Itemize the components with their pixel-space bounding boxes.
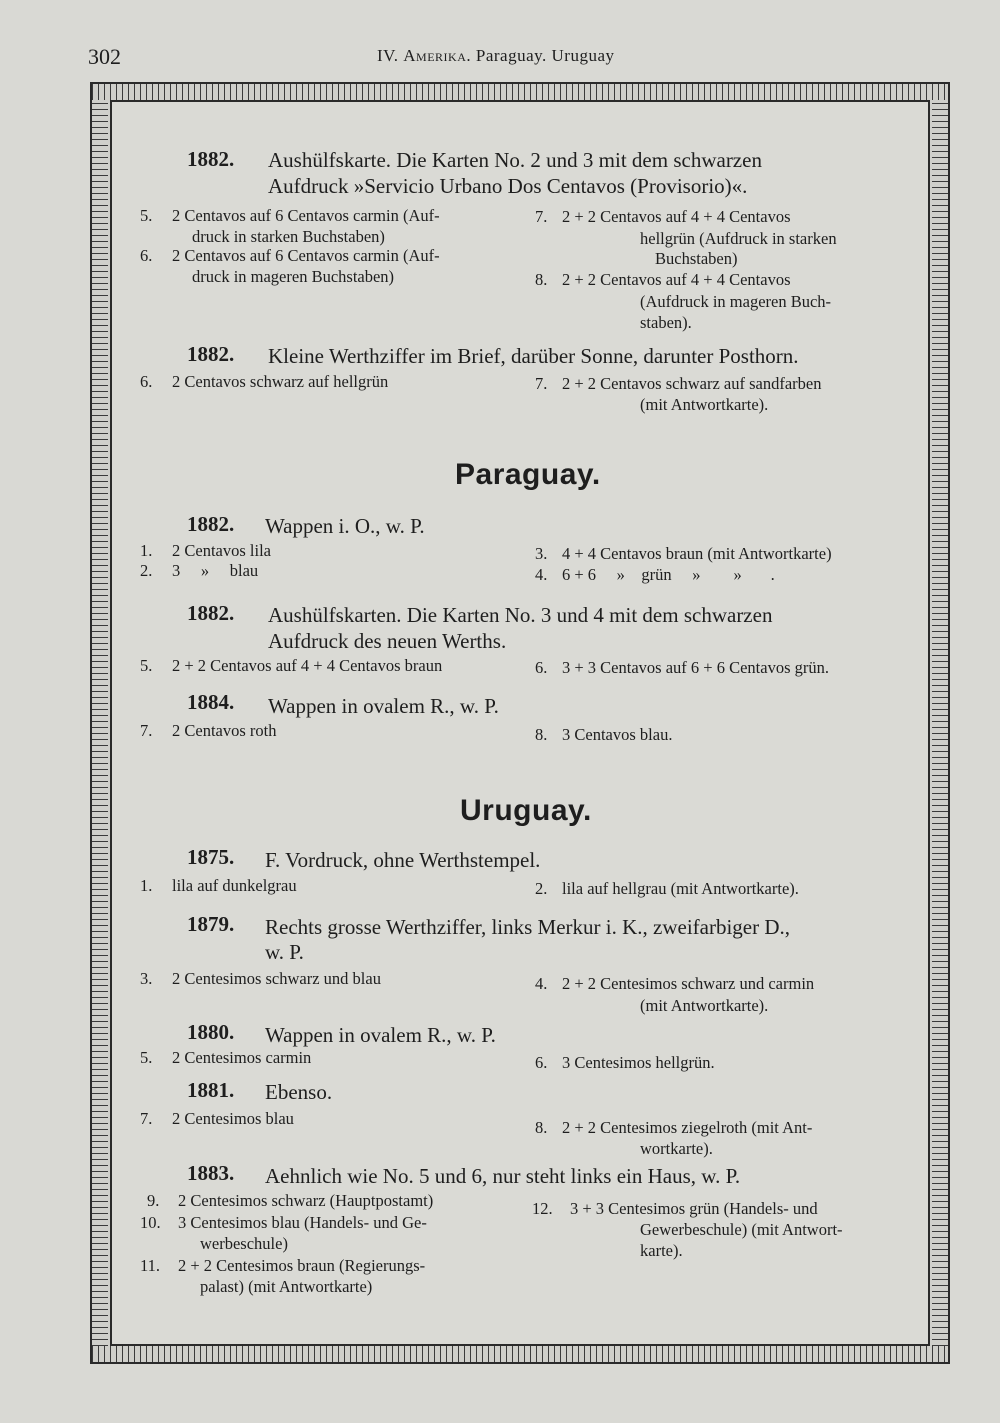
entry-text: 2 + 2 Centavos auf 4 + 4 Centavos: [562, 270, 791, 289]
entry-text: druck in mageren Buchstaben): [192, 267, 395, 286]
entry-number: 5.: [140, 656, 153, 675]
entry-text: 2 Centavos schwarz auf hellgrün: [172, 372, 389, 391]
entry-number: 1.: [140, 541, 153, 560]
entry-text: Buchstaben): [655, 249, 738, 268]
entry-text: 2 + 2 Centesimos schwarz und carmin: [562, 974, 815, 993]
entry-number: 1.: [140, 876, 153, 895]
entry-text: 3 Centesimos blau (Handels- und Ge-: [178, 1213, 427, 1232]
section-title-paraguay: Paraguay.: [455, 458, 601, 491]
entry-text: 2 Centavos auf 6 Centavos carmin (Auf-: [172, 206, 440, 225]
block-heading: Wappen in ovalem R., w. P.: [268, 694, 499, 718]
block-heading: Wappen i. O., w. P.: [265, 514, 425, 538]
block-heading: Aufdruck des neuen Werths.: [268, 629, 507, 653]
entry-number: 7.: [535, 207, 548, 226]
entry-number: 7.: [535, 374, 548, 393]
entry-text: 2 Centesimos schwarz und blau: [172, 969, 381, 988]
entry-text: 3 + 3 Centavos auf 6 + 6 Centavos grün.: [562, 658, 829, 677]
block-year: 1875.: [187, 845, 235, 869]
block-heading: Ebenso.: [265, 1080, 333, 1104]
entry-number: 7.: [140, 721, 153, 740]
block-heading: Rechts grosse Werthziffer, links Merkur i. K., zweifarbiger D.,: [265, 915, 791, 939]
entry-text: Gewerbeschule) (mit Antwort-: [640, 1220, 843, 1239]
running-head-rest: Paraguay. Uruguay: [475, 46, 615, 65]
block-heading: Aushülfskarten. Die Karten No. 3 und 4 mit dem schwarzen: [268, 603, 773, 627]
block-year: 1881.: [187, 1078, 235, 1102]
entry-text: 6 + 6 » grün » » .: [562, 565, 775, 584]
entry-number: 6.: [140, 246, 153, 265]
entry-number: 5.: [140, 206, 153, 225]
entry-number: 12.: [532, 1199, 553, 1218]
entry-text: 3 Centavos blau.: [562, 725, 673, 744]
entry-text: lila auf hellgrau (mit Antwortkarte).: [562, 879, 799, 898]
entry-text: 2 Centesimos blau: [172, 1109, 294, 1128]
section-title-uruguay: Uruguay.: [460, 794, 592, 827]
entry-number: 10.: [140, 1213, 161, 1232]
block-year: 1880.: [187, 1020, 235, 1044]
block-heading: Wappen in ovalem R., w. P.: [265, 1023, 496, 1047]
running-head-section: Amerika.: [403, 46, 472, 65]
entry-text: (mit Antwortkarte).: [640, 996, 769, 1015]
entry-text: hellgrün (Aufdruck in starken: [640, 229, 837, 248]
block-heading: Aehnlich wie No. 5 und 6, nur steht links ein Haus, w. P.: [265, 1164, 741, 1188]
entry-text: (mit Antwortkarte).: [640, 395, 769, 414]
entry-number: 8.: [535, 725, 548, 744]
border-right: [932, 100, 948, 1346]
entry-text: wortkarte).: [640, 1139, 713, 1158]
entry-number: 3.: [535, 544, 548, 563]
entry-text: 2 + 2 Centesimos ziegelroth (mit Ant-: [562, 1118, 813, 1137]
entry-number: 6.: [140, 372, 153, 391]
entry-text: 3 + 3 Centesimos grün (Handels- und: [570, 1199, 818, 1218]
block-heading: Kleine Werthziffer im Brief, darüber Sonne, darunter Posthorn.: [268, 344, 799, 368]
entry-text: 2 Centavos lila: [172, 541, 271, 560]
entry-number: 4.: [535, 974, 548, 993]
entry-text: 3 » blau: [172, 561, 259, 580]
block-heading: F. Vordruck, ohne Werthstempel.: [265, 848, 541, 872]
entry-number: 6.: [535, 658, 548, 677]
entry-text: 2 + 2 Centavos auf 4 + 4 Centavos: [562, 207, 791, 226]
block-heading: w. P.: [265, 940, 304, 964]
entry-text: staben).: [640, 313, 692, 332]
entry-text: 2 Centavos roth: [172, 721, 277, 740]
block-year: 1883.: [187, 1161, 235, 1185]
block-year: 1882.: [187, 601, 235, 625]
border-left: [92, 100, 108, 1346]
entry-text: 2 Centavos auf 6 Centavos carmin (Auf-: [172, 246, 440, 265]
block-year: 1882.: [187, 147, 235, 171]
entry-text: lila auf dunkelgrau: [172, 876, 297, 895]
entry-number: 6.: [535, 1053, 548, 1072]
block-year: 1882.: [187, 342, 235, 366]
block-heading: Aufdruck »Servicio Urbano Dos Centavos (Provisorio)«.: [268, 174, 748, 198]
entry-text: 3 Centesimos hellgrün.: [562, 1053, 715, 1072]
entry-number: 11.: [140, 1256, 161, 1275]
block-year: 1882.: [187, 512, 235, 536]
entry-number: 4.: [535, 565, 548, 584]
block-heading: Aushülfskarte. Die Karten No. 2 und 3 mit dem schwarzen: [268, 148, 762, 172]
entry-number: 3.: [140, 969, 153, 988]
entry-text: werbeschule): [200, 1234, 288, 1253]
entry-number: 2.: [535, 879, 548, 898]
entry-number: 9.: [147, 1191, 160, 1210]
entry-text: palast) (mit Antwortkarte): [200, 1277, 373, 1296]
entry-text: 2 + 2 Centesimos braun (Regierungs-: [178, 1256, 426, 1275]
entry-text: 2 Centesimos schwarz (Hauptpostamt): [178, 1191, 434, 1210]
entry-text: 2 Centesimos carmin: [172, 1048, 312, 1067]
block-year: 1879.: [187, 912, 235, 936]
entry-text: (Aufdruck in mageren Buch-: [640, 292, 832, 311]
entry-number: 7.: [140, 1109, 153, 1128]
entry-text: 2 + 2 Centavos schwarz auf sandfarben: [562, 374, 822, 393]
entry-number: 8.: [535, 1118, 548, 1137]
entry-number: 8.: [535, 270, 548, 289]
running-head-prefix: IV.: [377, 46, 399, 65]
entry-text: 4 + 4 Centavos braun (mit Antwortkarte): [562, 544, 832, 563]
entry-text: druck in starken Buchstaben): [192, 227, 385, 246]
entry-number: 5.: [140, 1048, 153, 1067]
page-number: 302: [88, 44, 121, 69]
entry-text: karte).: [640, 1241, 683, 1260]
entry-number: 2.: [140, 561, 153, 580]
block-year: 1884.: [187, 690, 235, 714]
entry-text: 2 + 2 Centavos auf 4 + 4 Centavos braun: [172, 656, 443, 675]
running-head: [377, 46, 615, 66]
